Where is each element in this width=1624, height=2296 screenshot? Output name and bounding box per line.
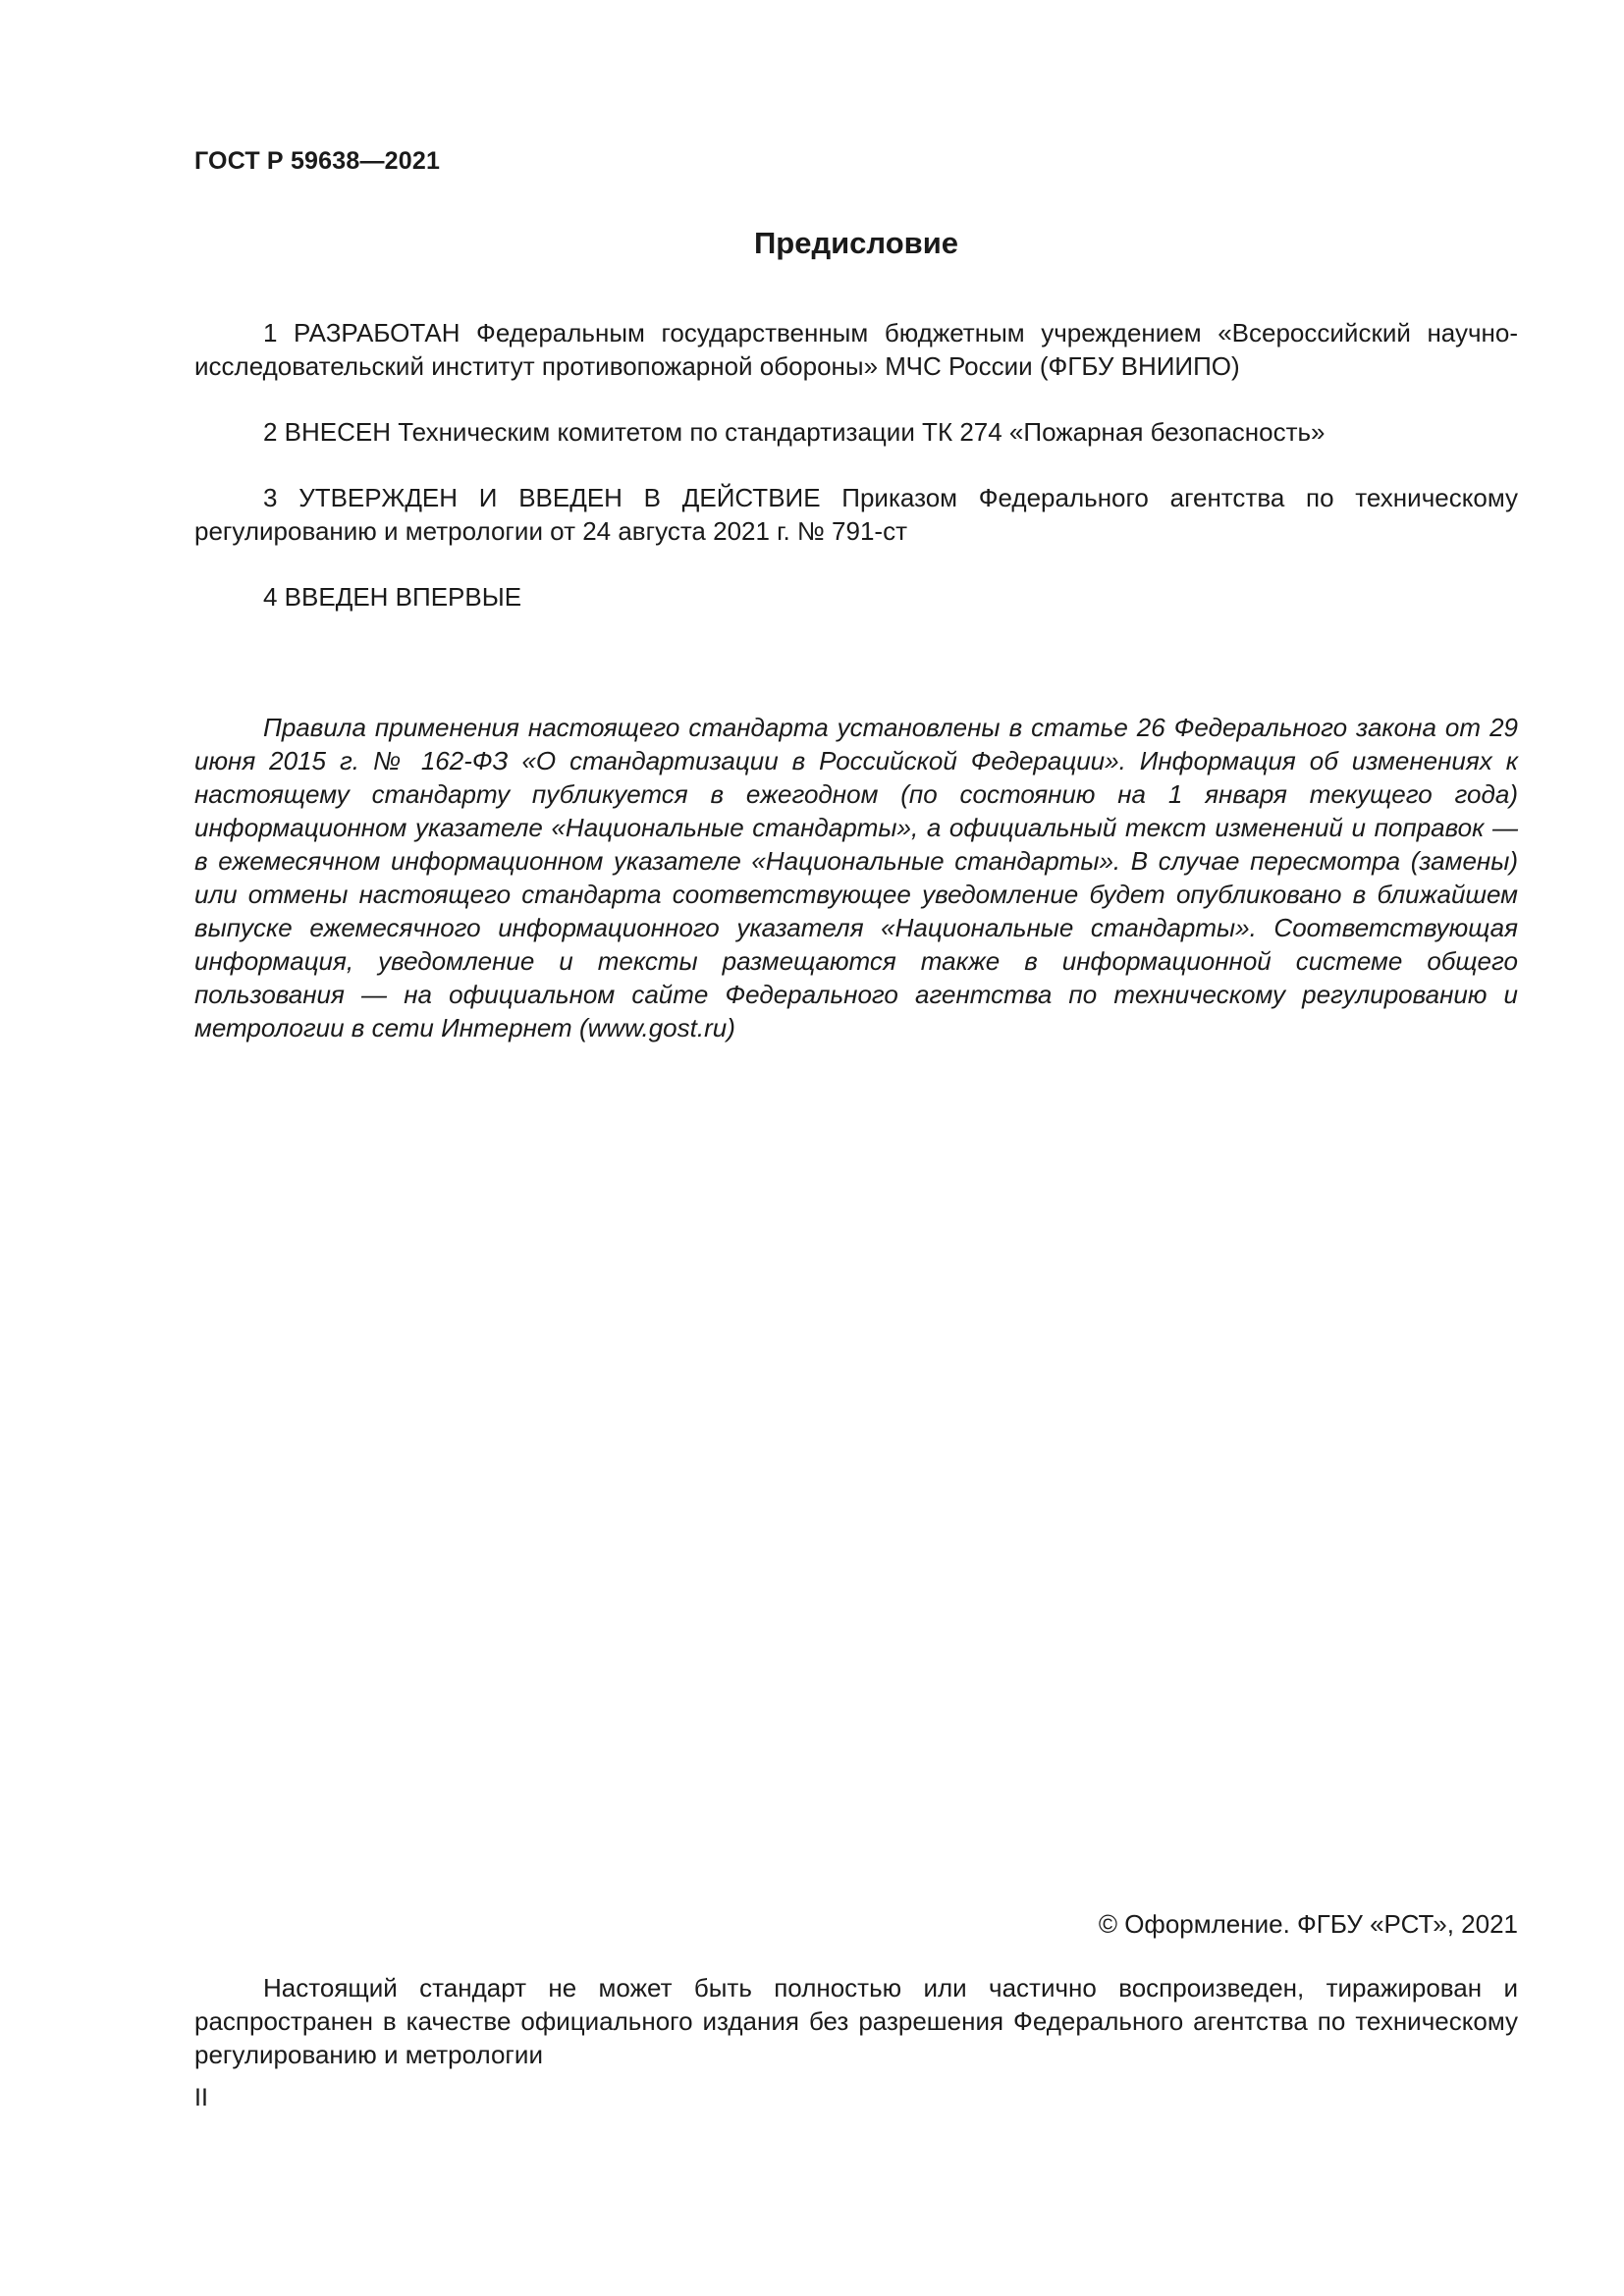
preface-item-3: 3 УТВЕРЖДЕН И ВВЕДЕН В ДЕЙСТВИЕ Приказом Федерального агентства по техническому регулированию и метрологии от 24 августа 2021 г. № 791-ст bbox=[194, 483, 1518, 546]
reproduction-notice: Настоящий стандарт не может быть полностью или частично воспроизведен, тиражирован и распространен в качестве официального издания без разрешения Федерального агентства по техническому регулированию и метрологии bbox=[194, 1973, 1518, 2069]
application-rules-notice: Правила применения настоящего стандарта установлены в статье 26 Федерального закона от 29 июня 2015 г. № 162-ФЗ «О стандартизации в Российской Федерации». Информация об изменениях к настоящему стандарту публикуется в ежегодном (по состоянию на 1 января текущего года) информационном указателе «Национальные стандарты», а официальный текст изменений и поправок — в ежемесячном информационном указателе «Национальные стандарты». В случае пересмотра (замены) или отмены настоящего стандарта соответствующее уведомление будет опубликовано в ближайшем выпуске ежемесячного информационного указателя «Национальные стандарты». Соответствующая информация, уведомление и тексты размещаются также в информационной системе общего пользования — на официальном сайте Федерального агентства по техническому регулированию и метрологии в сети Интернет (www.gost.ru) bbox=[194, 713, 1518, 1042]
page-title: Предисловие bbox=[753, 226, 958, 260]
page-number: II bbox=[194, 2084, 208, 2111]
preface-item-2: 2 ВНЕСЕН Техническим комитетом по стандартизации ТК 274 «Пожарная безопасность» bbox=[263, 417, 1326, 447]
preface-items bbox=[194, 316, 1518, 646]
preface-item-1: 1 РАЗРАБОТАН Федеральным государственным бюджетным учреждением «Всероссийский научно-исследовательский институт противопожарной обороны» МЧС России (ФГБУ ВНИИПО) bbox=[194, 318, 1518, 381]
preface-item-4: 4 ВВЕДЕН ВПЕРВЫЕ bbox=[263, 582, 522, 612]
copyright-line: © Оформление. ФГБУ «РСТ», 2021 bbox=[1098, 1909, 1518, 1939]
document-code: ГОСТ Р 59638—2021 bbox=[194, 147, 441, 175]
